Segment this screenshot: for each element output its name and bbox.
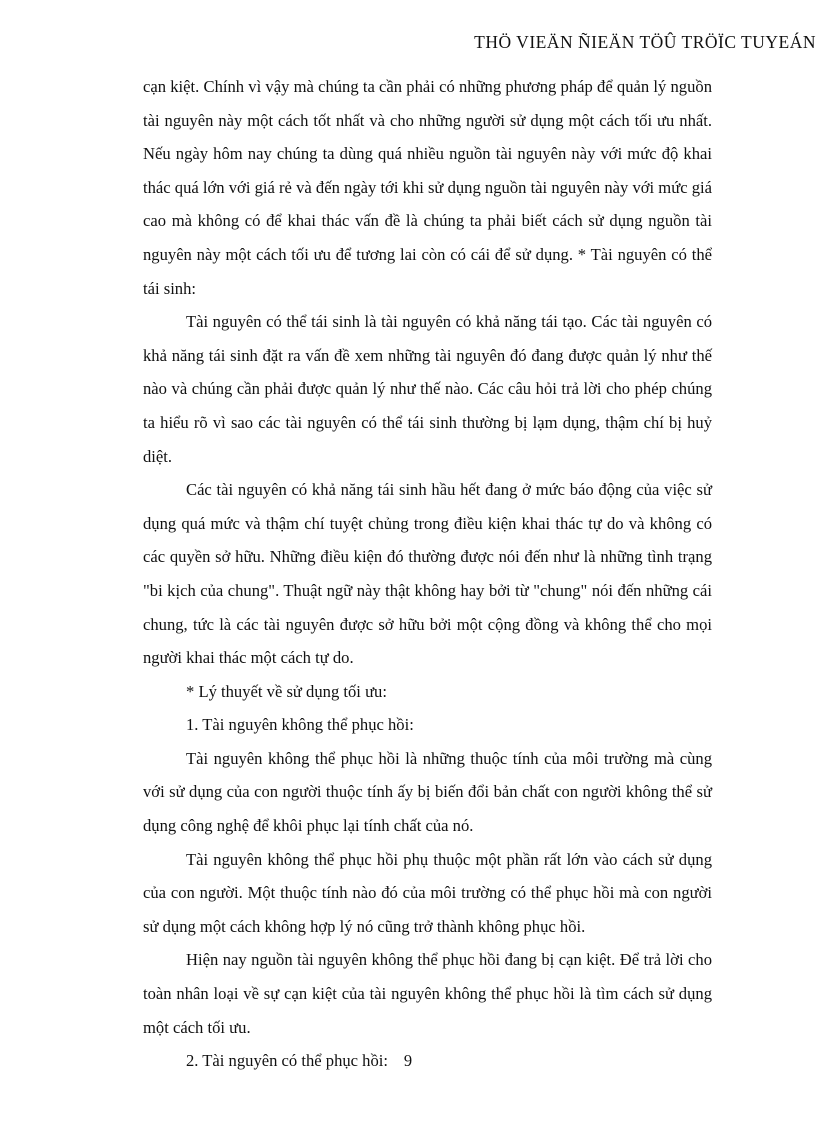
paragraph-5: Tài nguyên không thể phục hồi phụ thuộc một phần rất lớn vào cách sử dụng của con người. Một thuộc tính nào đó của môi trường có thể phục hồi mà con người sử dụng một cách không hợp lý nó cũng trở thành không phục hồi. — [143, 849, 712, 936]
section-heading-optimal-use: * Lý thuyết về sử dụng tối ưu: — [186, 681, 387, 701]
running-header: THÖ VIEÄN ÑIEÄN TÖÛ TRÖÏC TUYEÁN — [474, 32, 816, 52]
subheading-renewable: 2. Tài nguyên có thể phục hồi: — [186, 1051, 389, 1071]
subheading-non-renewable: 1. Tài nguyên không thể phục hồi: — [186, 715, 414, 735]
paragraph-3: Các tài nguyên có khả năng tái sinh hầu hết đang ở mức báo động của việc sử dụng quá mức và thậm chí tuyệt chủng trong điều kiện khai thác tự do và không có các quyền sở hữu. Những điều kiện đó thường được nói đến như là những tình trạng "bi kịch của chung". Thuật ngữ này thật không hay bởi từ "chung" nói đến những cái chung, tức là các tài nguyên được sở hữu bởi một cộng đồng và không thể cho mọi người khai thác một cách tự do. — [143, 480, 712, 668]
paragraph-1: cạn kiệt. Chính vì vậy mà chúng ta cần phải có những phương pháp để quản lý nguồn tài nguyên này một cách tốt nhất và cho những người sử dụng một cách tối ưu nhất. Nếu ngày hôm nay chúng ta dùng quá nhiều nguồn tài nguyên này với mức độ khai thác quá lớn với giá rẻ và đến ngày tới khi sử dụng nguồn tài nguyên này với mức giá cao mà không có để khai thác vấn đề là chúng ta phải biết cách sử dụng nguồn tài nguyên này một cách tối ưu để tương lai còn có cái để sử dụng. * Tài nguyên có thể tái sinh: — [143, 77, 712, 298]
paragraph-4: Tài nguyên không thể phục hồi là những thuộc tính của môi trường mà cùng với sử dụng của con người thuộc tính ấy bị biến đổi bản chất con người không thể sử dụng công nghệ để khôi phục lại tính chất của nó. — [143, 748, 712, 836]
page-number: 9 — [403, 1051, 413, 1070]
document-body — [143, 70, 712, 1078]
paragraph-6: Hiện nay nguồn tài nguyên không thể phục hồi đang bị cạn kiệt. Để trả lời cho toàn nhân loại về sự cạn kiệt của tài nguyên không thể phục hồi là tìm cách sử dụng một cách tối ưu. — [143, 950, 712, 1037]
paragraph-2: Tài nguyên có thể tái sinh là tài nguyên có khả năng tái tạo. Các tài nguyên có khả năng tái sinh đặt ra vấn đề xem những tài nguyên đó đang được quản lý như thế nào và chúng cần phải được quản lý như thế nào. Các câu hỏi trả lời cho phép chúng ta hiểu rõ vì sao các tài nguyên có thể tái sinh thường bị lạm dụng, thậm chí bị huỷ diệt. — [143, 312, 712, 466]
